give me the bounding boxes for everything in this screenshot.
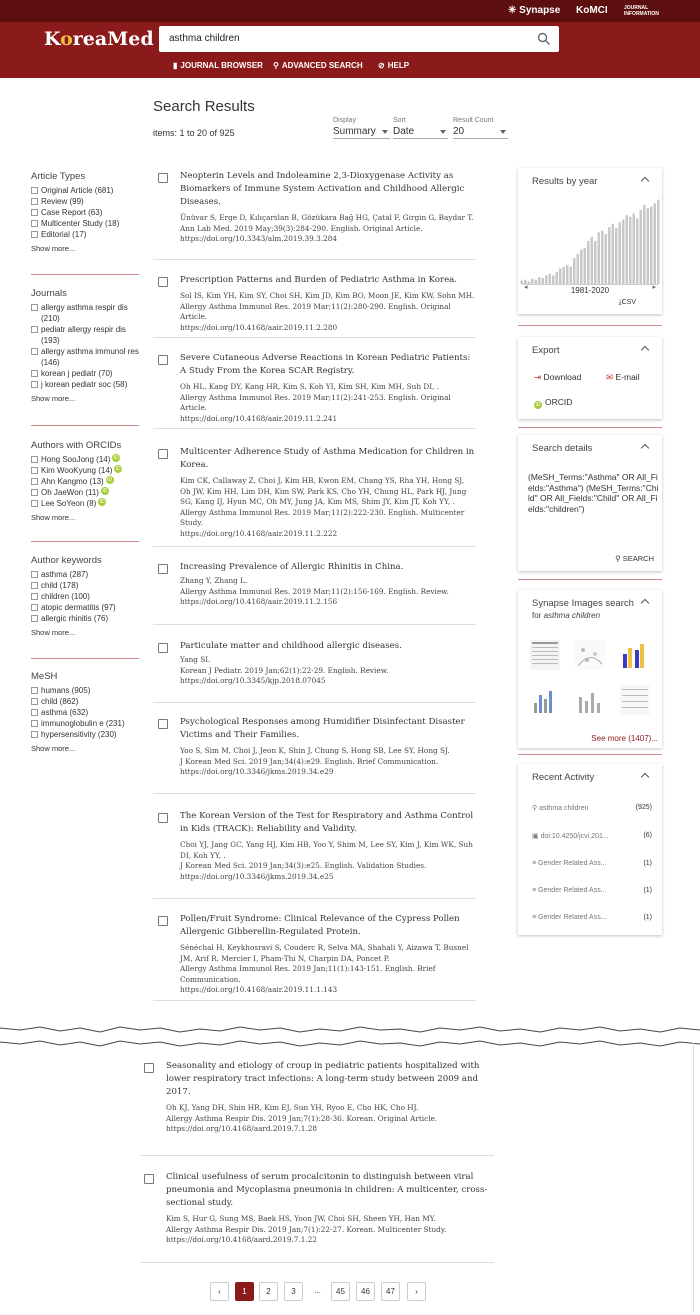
result-source: Allergy Asthma Immunol Res. 2019 Mar;11(2):156-169. English. Review.	[180, 586, 449, 596]
year-bar[interactable]	[622, 220, 625, 285]
checkbox[interactable]	[31, 571, 38, 578]
page-button[interactable]: 46	[356, 1282, 375, 1301]
checkbox[interactable]	[31, 304, 38, 311]
year-bar[interactable]	[559, 269, 562, 285]
email-button[interactable]: ✉ E-mail	[606, 372, 640, 382]
result-source: Korean J Pediatr. 2019 Jan;62(1):22-29. English. Review.	[180, 665, 389, 675]
checkbox[interactable]	[31, 220, 38, 227]
panel-subtitle: for asthma children	[532, 611, 601, 620]
orcid-icon[interactable]: iD	[114, 455, 119, 461]
year-bar[interactable]	[626, 215, 629, 284]
result-item	[158, 561, 476, 608]
result-item	[158, 352, 476, 424]
facet-title: Article Types	[31, 171, 86, 182]
checkbox[interactable]	[31, 198, 38, 205]
panel-title: Synapse Images search	[532, 598, 634, 609]
facet-item[interactable]: Lee SoYeon (8) iD	[31, 498, 139, 509]
select-checkbox[interactable]	[158, 916, 168, 926]
divider	[153, 546, 476, 547]
facet-mesh	[31, 671, 139, 753]
year-bar[interactable]	[605, 234, 608, 284]
search-details-button[interactable]: ⚲ SEARCH	[615, 554, 654, 563]
doc-icon: ▣	[532, 833, 539, 840]
divider	[31, 658, 139, 659]
checkbox[interactable]	[31, 231, 38, 238]
checkbox[interactable]	[31, 709, 38, 716]
result-item	[158, 446, 476, 539]
divider	[31, 541, 139, 542]
divider	[153, 898, 476, 899]
result-title[interactable]: Severe Cutaneous Adverse Reactions in Korean Pediatric Patients: A Study From the Korea SCAR Registry.	[180, 353, 471, 376]
csv-download-button[interactable]: ⤓CSV	[618, 299, 636, 306]
divider	[153, 337, 476, 338]
facet-item[interactable]: Oh JaeWon (11) iD	[31, 487, 139, 498]
checkbox[interactable]	[31, 604, 38, 611]
year-bar[interactable]	[615, 228, 618, 284]
facet-author-keywords	[31, 555, 139, 637]
checkbox[interactable]	[31, 456, 38, 463]
chevron-up-icon[interactable]	[641, 346, 649, 354]
year-bar[interactable]	[643, 205, 646, 284]
facet-title: MeSH	[31, 671, 58, 682]
thumbnail-image[interactable]	[575, 685, 605, 718]
divider	[153, 702, 476, 703]
page-button[interactable]: 2	[259, 1282, 278, 1301]
result-title[interactable]: Increasing Prevalence of Allergic Rhinitis in China.	[180, 562, 404, 572]
facet-item[interactable]: asthma (287)	[31, 569, 139, 580]
panel-divider	[518, 427, 662, 428]
result-source: Allergy Asthma Immunol Res. 2019 Mar;11(2):280-290. English. Original Article.	[180, 301, 451, 321]
download-icon: ⤓	[618, 299, 622, 306]
result-source: Allergy Asthma Respir Dis. 2019 Jan;7(1):22-27. Korean. Multicenter Study.	[166, 1224, 447, 1234]
year-bar[interactable]	[650, 207, 653, 284]
slider-left-arrow-icon[interactable]: ◂	[524, 284, 528, 291]
checkbox[interactable]	[31, 687, 38, 694]
facet-journals	[31, 288, 139, 403]
facet-article-types	[31, 171, 139, 253]
facet-item[interactable]: j korean pediatr soc (58)	[31, 379, 139, 390]
divider	[140, 1155, 494, 1156]
result-item	[144, 1171, 494, 1246]
nav-help[interactable]: ⊘ HELP	[378, 61, 410, 70]
show-more-link[interactable]: Show more...	[31, 628, 76, 637]
facet-item[interactable]: atopic dermatitis (97)	[31, 602, 139, 613]
checkbox[interactable]	[31, 500, 38, 507]
facet-item[interactable]: korean j pediatr (70)	[31, 368, 139, 379]
year-bar[interactable]	[591, 237, 594, 284]
facet-item[interactable]: child (178)	[31, 580, 139, 591]
divider	[153, 793, 476, 794]
facet-item[interactable]: Hong SooJong (14) iD	[31, 454, 139, 465]
checkbox[interactable]	[31, 698, 38, 705]
divider	[153, 428, 476, 429]
divider	[153, 624, 476, 625]
checkbox[interactable]	[31, 489, 38, 496]
result-source: Allergy Asthma Immunol Res. 2019 Mar;11(2):222-230. English. Multicenter Study.	[180, 507, 465, 527]
page-button[interactable]: 1	[235, 1282, 254, 1301]
facet-item[interactable]: allergic rhinitis (76)	[31, 613, 139, 624]
result-source: Ann Lab Med. 2019 May;39(3):284-290. English. Original Article.	[180, 223, 423, 233]
result-doi[interactable]: https://doi.org/10.3346/jkms.2019.34.e25	[180, 871, 334, 881]
thumbnail-image[interactable]	[620, 685, 650, 718]
facet-item[interactable]: asthma (632)	[31, 707, 139, 718]
result-item	[158, 716, 476, 778]
recent-activity-item[interactable]: ▣ doi:10.4250/jcvi.201... (6)	[532, 832, 652, 840]
checkbox[interactable]	[31, 467, 38, 474]
show-more-link[interactable]: Show more...	[31, 394, 76, 403]
prev-page-button[interactable]: ‹	[210, 1282, 229, 1301]
export-panel	[518, 337, 662, 419]
result-authors: Kim S, Hur G, Sung MS, Baek HS, Yoon JW, Choi SH, Sheen YH, Han MY.	[166, 1214, 436, 1223]
year-bar[interactable]	[598, 232, 601, 284]
year-bar[interactable]	[566, 265, 569, 284]
result-authors: Yoo S, Sim M, Choi J, Jeon K, Shin J, Chung S, Hong SB, Lee SY, Hong SJ.	[180, 746, 450, 755]
list-icon: ≡	[532, 914, 537, 921]
help-icon: ⊘	[378, 61, 385, 70]
orcid-icon[interactable]: iD	[102, 488, 108, 494]
panel-title: Search details	[532, 443, 593, 454]
result-source: Allergy Asthma Immunol Res. 2019 Mar;11(2):241-253. English. Original Article.	[180, 392, 451, 412]
synapse-link[interactable]: ✳ Synapse	[508, 5, 561, 16]
search-icon: ⚲	[615, 554, 621, 563]
result-doi[interactable]: https://doi.org/10.4168/aair.2019.11.2.280	[180, 322, 338, 332]
search-input[interactable]: asthma children	[159, 26, 559, 52]
show-more-link[interactable]: Show more...	[31, 513, 76, 522]
year-bar[interactable]	[573, 258, 576, 284]
result-authors: Oh HL, Kang DY, Kang HR, Kim S, Koh YI, Kim SH, Kim MH, Suh DI, .	[180, 382, 440, 391]
recent-activity-item[interactable]: ≡ Gender Related Ass... (1)	[532, 887, 652, 894]
synapse-icon: ✳	[508, 5, 517, 16]
year-bar[interactable]	[608, 227, 611, 284]
search-details-textarea[interactable]: (MeSH_Terms:"Asthma" OR All_Fields:"Asthma") (MeSH_Terms:"Child" OR All_Fields:"Child" OR All_Fields:"children")	[528, 472, 659, 514]
book-icon: ▮	[173, 61, 178, 70]
divider	[153, 259, 476, 260]
thumbnail-image[interactable]	[530, 685, 560, 718]
checkbox[interactable]	[31, 478, 38, 485]
result-item	[158, 170, 476, 245]
result-item	[144, 1060, 494, 1135]
panel-title: Results by year	[532, 176, 598, 187]
recent-activity-item[interactable]: ≡ Gender Related Ass... (1)	[532, 914, 652, 921]
result-authors: Sol IS, Kim YH, Kim SY, Choi SH, Kim JD, Kim BO, Moon JE, Kim KW, Sohn MH.	[180, 291, 475, 300]
select-checkbox[interactable]	[144, 1174, 154, 1184]
year-bar[interactable]	[633, 214, 636, 285]
facet-item[interactable]: Case Report (63)	[31, 207, 139, 218]
checkbox[interactable]	[31, 326, 38, 333]
result-authors: Oh KJ, Yang DH, Shin HR, Kim EJ, Sun YH, Ryoo E, Cho HK, Cho HJ.	[166, 1103, 419, 1112]
divider	[31, 274, 139, 275]
facet-item[interactable]: children (100)	[31, 591, 139, 602]
orcid-icon[interactable]: iD	[99, 499, 105, 505]
koreamed-logo[interactable]: KoreaMed	[44, 28, 154, 50]
result-title[interactable]: Seasonality and etiology of croup in pediatric patients hospitalized with lower respiratory tract infections: A long-term study between 2009 and 2017.	[166, 1061, 480, 1097]
download-button[interactable]: ⇥ Download	[534, 372, 582, 382]
year-bar[interactable]	[619, 222, 622, 284]
select-checkbox[interactable]	[158, 173, 168, 183]
results-by-year-panel	[518, 168, 662, 314]
year-bar[interactable]	[612, 224, 615, 284]
page-button[interactable]: 47	[381, 1282, 400, 1301]
chevron-up-icon[interactable]	[641, 599, 649, 607]
result-title[interactable]: The Korean Version of the Test for Respiratory and Asthma Control in Kids (TRACK): Reliability and Validity.	[180, 811, 474, 834]
year-bar[interactable]	[657, 200, 660, 284]
year-bar[interactable]	[580, 250, 583, 284]
orcid-icon[interactable]: iD	[107, 477, 113, 483]
result-authors: Choi YJ, Jang GC, Yang HJ, Kim HB, Yoo Y, Shim M, Lee SY, Kim J, Kim WK, Suh DI, Koh YY, .	[180, 840, 473, 860]
checkbox[interactable]	[31, 381, 38, 388]
result-source: Allergy Asthma Immunol Res. 2019 Jan;11(1):143-151. English. Brief Communication.	[180, 964, 436, 984]
page-title: Search Results	[153, 98, 255, 115]
year-bar[interactable]	[629, 217, 632, 284]
result-item	[158, 640, 476, 687]
facet-item[interactable]: allergy asthma immunol res (146)	[31, 346, 139, 368]
result-title[interactable]: Pollen/Fruit Syndrome: Clinical Relevance of the Cypress Pollen Allergenic Gibberellin-Regulated Protein.	[180, 914, 460, 937]
result-doi[interactable]: https://doi.org/10.4168/aair.2019.11.2.222	[180, 528, 338, 538]
journal-information-link[interactable]: JOURNAL INFORMATION	[624, 5, 659, 17]
result-count-select[interactable]: Result Count 20	[453, 117, 508, 139]
result-doi[interactable]: https://doi.org/10.4168/aard.2019.7.1.22	[166, 1235, 317, 1244]
result-title[interactable]: Neopterin Levels and Indoleamine 2,3-Dioxygenase Activity as Biomarkers of Immune System Activation and Childhood Allergic Diseases.	[180, 171, 465, 207]
sort-select[interactable]: Sort Date	[393, 117, 448, 139]
checkbox[interactable]	[31, 209, 38, 216]
page-button[interactable]: 45	[331, 1282, 350, 1301]
year-bar[interactable]	[556, 272, 559, 284]
year-bar[interactable]	[538, 277, 541, 284]
chevron-up-icon[interactable]	[641, 444, 649, 452]
checkbox[interactable]	[31, 348, 38, 355]
divider	[153, 1000, 476, 1001]
recent-activity-item[interactable]: ≡ Gender Related Ass... (1)	[532, 860, 652, 867]
year-bar[interactable]	[654, 203, 657, 284]
facet-item[interactable]: allergy asthma respir dis (210)	[31, 302, 139, 324]
facet-title: Author keywords	[31, 555, 102, 566]
divider	[140, 1262, 494, 1263]
result-title[interactable]: Clinical usefulness of serum procalcitonin to distinguish between viral pneumonia and Mycoplasma pneumonia in children: A multicenter, cross-sectional study.	[166, 1172, 488, 1208]
list-icon: ≡	[532, 887, 537, 894]
facet-item[interactable]: Kim WooKyung (14) iD	[31, 465, 139, 476]
result-source: J Korean Med Sci. 2019 Jan;34(3):e25. English. Validation Studies.	[180, 861, 427, 870]
facet-item[interactable]: Editorial (17)	[31, 229, 139, 240]
komci-link[interactable]: KoMCI	[576, 5, 608, 16]
orcid-icon[interactable]: iD	[116, 466, 121, 472]
thumbnail-image[interactable]	[575, 640, 605, 673]
orcid-icon: iD	[535, 402, 541, 408]
checkbox[interactable]	[31, 593, 38, 600]
result-title[interactable]: Prescription Patterns and Burden of Pediatric Asthma in Korea.	[180, 275, 458, 285]
result-doi[interactable]: https://doi.org/10.3346/jkms.2019.34.e29	[180, 767, 334, 776]
recent-activity-item[interactable]: ⚲ asthma children (925)	[532, 804, 652, 812]
result-authors: Zhang Y, Zhang L.	[180, 576, 248, 585]
year-bar[interactable]	[552, 275, 555, 284]
download-icon: ⇥	[534, 372, 542, 382]
checkbox[interactable]	[31, 582, 38, 589]
panel-divider	[518, 754, 662, 755]
divider	[31, 425, 139, 426]
year-range-slider[interactable]	[522, 284, 658, 294]
checkbox[interactable]	[31, 731, 38, 738]
year-bar[interactable]	[563, 267, 566, 284]
mail-icon: ✉	[606, 372, 614, 382]
facet-item[interactable]: hypersensitivity (230)	[31, 729, 139, 740]
orcid-button[interactable]: iD ORCID	[535, 397, 573, 408]
result-doi[interactable]: https://doi.org/10.4168/aard.2019.7.1.28	[166, 1124, 317, 1133]
checkbox[interactable]	[31, 720, 38, 727]
next-page-button[interactable]: ›	[407, 1282, 426, 1301]
result-doi[interactable]: https://doi.org/10.3343/alm.2019.39.3.284	[180, 234, 338, 243]
result-source: J Korean Med Sci. 2019 Jan;34(4):e29. English. Brief Communication.	[180, 756, 439, 766]
result-authors: Yang SI.	[180, 655, 211, 664]
year-bar[interactable]	[545, 275, 548, 284]
result-doi[interactable]: https://doi.org/10.3345/kjp.2018.07045	[180, 676, 326, 685]
checkbox[interactable]	[31, 370, 38, 377]
thumbnail-image[interactable]	[620, 640, 650, 673]
facet-item[interactable]: pediatr allergy respir dis (193)	[31, 324, 139, 346]
year-bar[interactable]	[577, 254, 580, 284]
list-icon: ≡	[532, 860, 537, 867]
search-details-panel	[518, 435, 662, 571]
select-checkbox[interactable]	[158, 355, 168, 365]
year-bar[interactable]	[594, 241, 597, 284]
facet-authors-orcid	[31, 440, 139, 522]
nav-advanced-search[interactable]: ⚲ ADVANCED SEARCH	[273, 61, 363, 70]
result-doi[interactable]: https://doi.org/10.4168/aair.2019.11.2.241	[180, 413, 338, 423]
year-range-label: 1981-2020	[570, 286, 610, 295]
select-checkbox[interactable]	[158, 277, 168, 287]
nav-journal-browser[interactable]: ▮ JOURNAL BROWSER	[173, 61, 263, 70]
panel-divider	[518, 579, 662, 580]
result-title[interactable]: Particulate matter and childhood allergic diseases.	[180, 641, 402, 651]
checkbox[interactable]	[31, 615, 38, 622]
result-item	[158, 810, 476, 882]
result-item	[158, 274, 476, 333]
result-item	[158, 913, 476, 996]
year-bar[interactable]	[549, 274, 552, 284]
facet-item[interactable]: Review (99)	[31, 196, 139, 207]
select-checkbox[interactable]	[158, 719, 168, 729]
thumbnail-image[interactable]	[530, 640, 560, 673]
result-title[interactable]: Multicenter Adherence Study of Asthma Medication for Children in Korea.	[180, 447, 475, 470]
show-more-link[interactable]: Show more...	[31, 744, 76, 753]
facet-item[interactable]: immunoglobulin e (231)	[31, 718, 139, 729]
result-doi[interactable]: https://doi.org/10.4168/aair.2019.11.1.143	[180, 985, 338, 994]
facet-item[interactable]: Ahn Kangmo (13) iD	[31, 476, 139, 487]
result-title[interactable]: Psychological Responses among Humidifier Disinfectant Disaster Victims and Their Families.	[180, 717, 465, 740]
year-bar[interactable]	[570, 267, 573, 284]
show-more-link[interactable]: Show more...	[31, 244, 76, 253]
recent-activity-panel	[518, 764, 662, 935]
select-checkbox[interactable]	[144, 1063, 154, 1073]
result-source: Allergy Asthma Respir Dis. 2019 Jan;7(1):28-36. Korean. Original Article.	[166, 1113, 438, 1123]
facet-title: Journals	[31, 288, 67, 299]
year-bar[interactable]	[647, 208, 650, 284]
year-bar[interactable]	[640, 210, 643, 284]
year-bar[interactable]	[601, 231, 604, 284]
facet-item[interactable]: Multicenter Study (18)	[31, 218, 139, 229]
select-checkbox[interactable]	[158, 643, 168, 653]
select-checkbox[interactable]	[158, 564, 168, 574]
select-checkbox[interactable]	[158, 813, 168, 823]
display-select[interactable]: Display Summary	[333, 117, 390, 139]
slider-right-arrow-icon[interactable]: ▸	[652, 284, 656, 291]
see-more-link[interactable]: See more (1407)...	[591, 734, 658, 743]
chevron-up-icon[interactable]	[641, 177, 649, 185]
year-bar[interactable]	[587, 241, 590, 284]
year-histogram[interactable]	[518, 192, 662, 284]
facet-title: Authors with ORCIDs	[31, 440, 122, 451]
page-ellipsis: ...	[308, 1282, 327, 1301]
year-bar[interactable]	[636, 219, 639, 284]
facet-item[interactable]: humans (905)	[31, 685, 139, 696]
facet-item[interactable]: Original Article (681)	[31, 185, 139, 196]
synapse-images-panel	[518, 590, 662, 748]
items-count: items: 1 to 20 of 925	[153, 128, 235, 138]
result-authors: Sénéchal H, Keykhosravi S, Couderc R, Selva MA, Shahali Y, Aizawa T, Busnel JM, Arif R, Mercier I, Pham-Thi N, Charpin DA, Poncet P.	[180, 943, 469, 963]
page-button[interactable]: 3	[284, 1282, 303, 1301]
magnifier-icon: ⚲	[273, 61, 279, 70]
panel-divider	[518, 325, 662, 326]
search-icon[interactable]	[537, 32, 551, 46]
search-icon: ⚲	[532, 805, 538, 812]
select-checkbox[interactable]	[158, 449, 168, 459]
year-bar[interactable]	[584, 248, 587, 284]
result-doi[interactable]: https://doi.org/10.4168/aair.2019.11.2.156	[180, 597, 338, 606]
result-authors: Ünüvar S, Erge D, Kılıçarslan B, Gözükara Bağ HG, Çatal F, Girgin G, Baydar T.	[180, 213, 474, 222]
checkbox[interactable]	[31, 187, 38, 194]
panel-title: Export	[532, 345, 560, 356]
facet-item[interactable]: child (862)	[31, 696, 139, 707]
panel-title: Recent Activity	[532, 772, 595, 783]
result-authors: Kim CK, Callaway Z, Choi J, Kim HB, Kwon EM, Chang YS, Rha YH, Hong SJ, Oh JW, Kim HH, Lim DH, Kim SW, Park KS, Cho YH, Chung HL, Park HJ, Jung SG, Kang IJ, Hyun MC, Oh MY, Jung JA, Kim MS, Shim JY, Kim JT, Koh YY, .	[180, 476, 467, 506]
chevron-up-icon[interactable]	[641, 773, 649, 781]
